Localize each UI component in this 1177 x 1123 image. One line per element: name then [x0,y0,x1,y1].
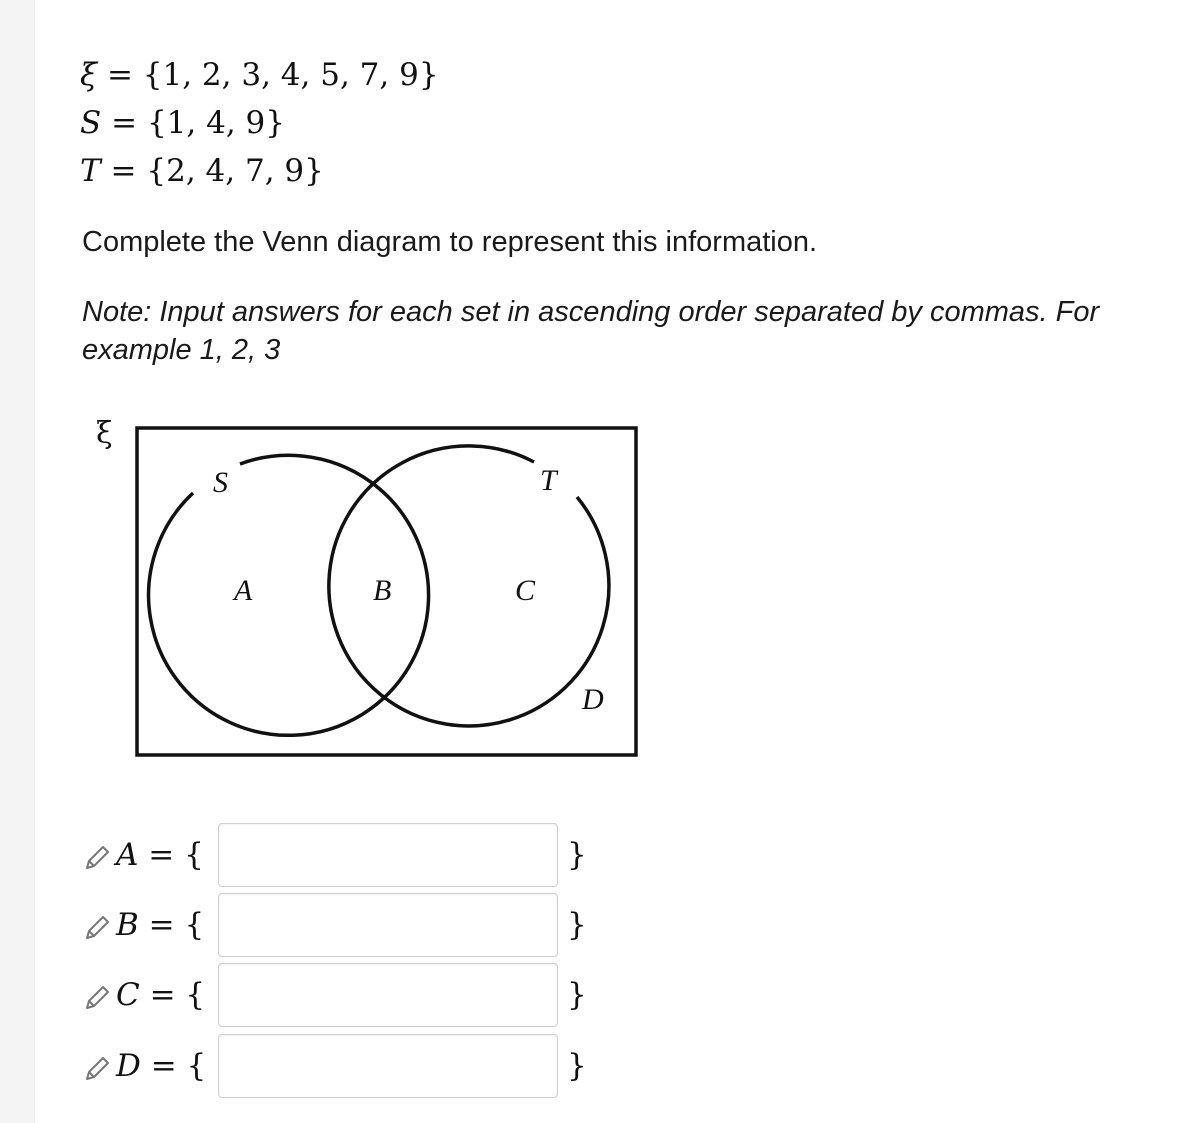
close-brace: } [567,1048,587,1084]
question-prompt: Complete the Venn diagram to represent this information. [82,226,818,258]
close-brace: } [567,907,587,943]
close-brace: } [567,977,587,1013]
universal-set-elements: {1, 2, 3, 4, 5, 7, 9} [142,57,439,93]
set-s-symbol: S [80,105,102,141]
equals-sign: = [106,57,133,93]
region-label-c: C [515,574,536,607]
answer-row-b [80,893,600,959]
answer-label-b [116,905,204,945]
pencil-icon [82,843,112,873]
equals-sign: = [111,105,138,141]
circle-s [149,455,429,735]
set-label-t: T [540,464,557,497]
answer-input-d[interactable] [218,1034,558,1098]
region-name: C [116,977,140,1013]
set-t-elements: {2, 4, 7, 9} [146,153,324,189]
left-rail [0,0,35,1123]
answer-input-c[interactable] [218,963,558,1027]
answer-format-note: Note: Input answers for each set in ascending order separated by commas. For example 1, 2, 3 [82,296,1100,366]
answer-label-a [116,835,204,875]
region-name: A [116,837,139,873]
open-brace: = { [148,837,204,873]
set-t-symbol: T [80,153,101,189]
region-name: D [116,1048,141,1084]
set-s-elements: {1, 4, 9} [146,105,285,141]
universal-rectangle [137,428,636,755]
equals-sign: = [110,153,137,189]
set-s-definition [80,104,285,142]
answer-input-b[interactable] [218,893,558,957]
open-brace: = { [148,907,205,943]
universal-set-definition [80,56,439,94]
answer-row-d [80,1034,600,1100]
set-t-definition [80,152,324,190]
region-label-a: A [234,574,253,607]
set-label-s: S [213,466,228,499]
universal-set-label: ξ [96,416,113,451]
open-brace: = { [149,977,206,1013]
universal-symbol: ξ [80,57,98,93]
region-name: B [116,907,139,943]
circle-t [329,446,609,726]
pencil-icon [82,1054,112,1084]
open-brace: = { [150,1048,207,1084]
region-label-b: B [373,574,392,607]
answer-row-a [80,823,600,889]
region-label-d: D [582,683,604,716]
answer-row-c [80,963,600,1029]
pencil-icon [82,913,112,943]
answer-label-d [116,1046,206,1086]
close-brace: } [567,837,587,873]
answer-label-c [116,975,205,1015]
pencil-icon [82,983,112,1013]
answer-input-a[interactable] [218,823,558,887]
